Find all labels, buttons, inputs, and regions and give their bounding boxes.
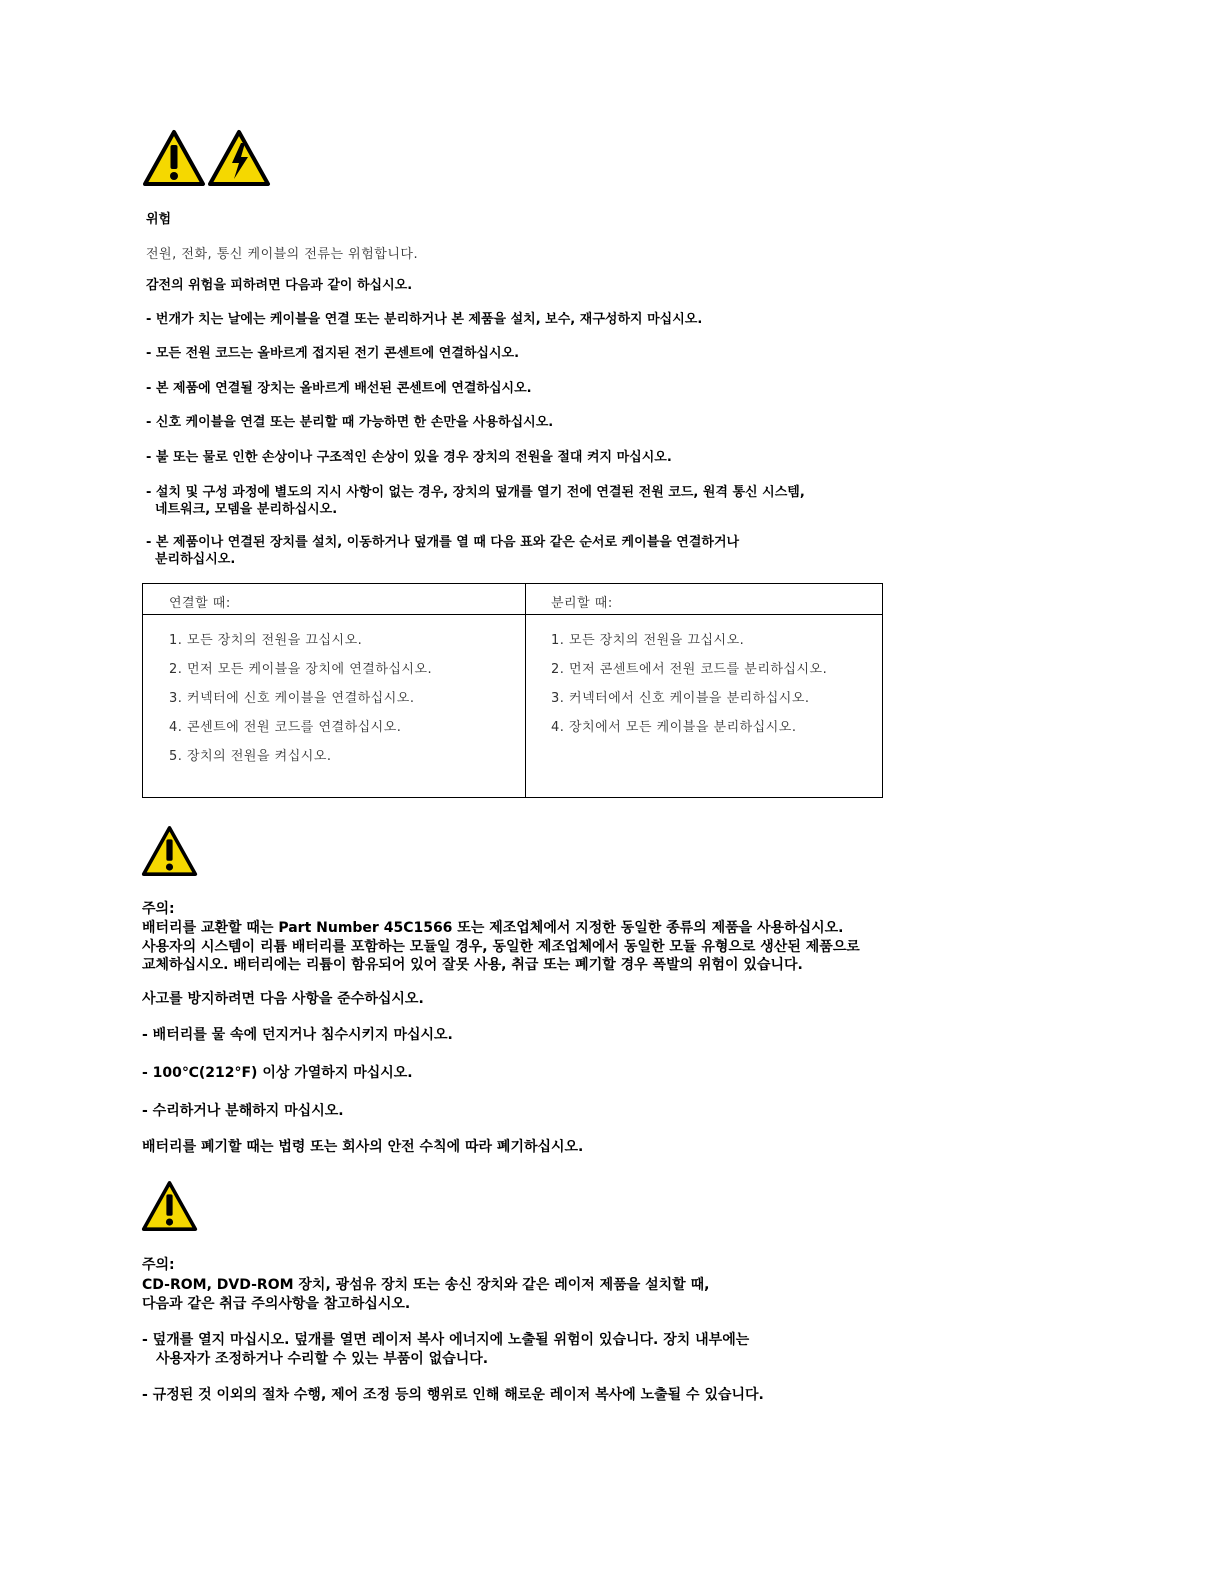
disconnect-steps-list [551,632,827,748]
laser-item-2: - 규정된 것 이외의 절차 수행, 제어 조정 등의 행위로 인해 해로운 레이저 복사에 노출될 수 있습니다. [142,1387,764,1403]
battery-item-3: - 수리하거나 분해하지 마십시오. [142,1103,344,1119]
danger-intro: 전원, 전화, 통신 케이블의 전류는 위험합니다. [146,247,419,262]
list-item: 2. 먼저 콘센트에서 전원 코드를 분리하십시오. [551,662,828,677]
battery-caution-heading: 주의: [142,901,175,917]
list-item: 5. 장치의 전원을 켜십시오. [169,749,332,764]
danger-item-7-line2: 분리하십시오. [155,552,236,567]
battery-lead: 사고를 방지하려면 다음 사항을 준수하십시오. [142,991,424,1007]
laser-item-1-line1: - 덮개를 열지 마십시오. 덮개를 열면 레이저 복사 에너지에 노출될 위험이 있습니다. 장치 내부에는 [142,1332,750,1348]
danger-item-4: - 신호 케이블을 연결 또는 분리할 때 가능하면 한 손만을 사용하십시오. [146,415,554,430]
danger-item-2: - 모든 전원 코드는 올바르게 접지된 전기 콘센트에 연결하십시오. [146,346,520,361]
danger-heading: 위험 [146,212,172,227]
laser-caution-line-1: CD-ROM, DVD-ROM 장치, 광섬유 장치 또는 송신 장치와 같은 레이저 제품을 설치할 때, [142,1277,710,1293]
danger-item-7-line1: - 본 제품이나 연결된 장치를 설치, 이동하거나 덮개를 열 때 다음 표와 같은 순서로 케이블을 연결하거나 [146,535,740,550]
list-item: 4. 콘센트에 전원 코드를 연결하십시오. [169,720,402,735]
battery-caution-line-1: 배터리를 교환할 때는 Part Number 45C1566 또는 제조업체에서 지정한 동일한 종류의 제품을 사용하십시오. [142,920,844,936]
warning-triangle-icon [142,129,206,187]
danger-item-3: - 본 제품에 연결될 장치는 올바르게 배선된 콘센트에 연결하십시오. [146,381,532,396]
warning-triangle-icon [141,1180,198,1232]
high-voltage-icon [207,129,271,187]
danger-item-6-line1: - 설치 및 구성 과정에 별도의 지시 사항이 없는 경우, 장치의 덮개를 열기 전에 연결된 전원 코드, 원격 통신 시스템, [146,485,805,500]
table-header-divider [143,614,882,615]
battery-caution-line-2: 사용자의 시스템이 리튬 배터리를 포함하는 모듈일 경우, 동일한 제조업체에서 동일한 모듈 유형으로 생산된 제품으로 [142,939,860,955]
danger-lead: 감전의 위험을 피하려면 다음과 같이 하십시오. [146,278,413,293]
laser-caution-heading: 주의: [142,1257,175,1273]
battery-closing: 배터리를 폐기할 때는 법령 또는 회사의 안전 수칙에 따라 폐기하십시오. [142,1139,584,1155]
battery-item-1: - 배터리를 물 속에 던지거나 침수시키지 마십시오. [142,1027,453,1043]
warning-triangle-icon [141,825,198,877]
list-item: 2. 먼저 모든 케이블을 장치에 연결하십시오. [169,662,433,677]
list-item: 1. 모든 장치의 전원을 끄십시오. [169,633,363,648]
connect-header: 연결할 때: [169,596,231,611]
connect-steps-list [169,632,432,777]
list-item: 3. 커넥터에 신호 케이블을 연결하십시오. [169,691,415,706]
danger-item-1: - 번개가 치는 날에는 케이블을 연결 또는 분리하거나 본 제품을 설치, 보수, 재구성하지 마십시오. [146,312,703,327]
list-item: 1. 모든 장치의 전원을 끄십시오. [551,633,745,648]
table-column-divider [525,584,526,797]
list-item: 3. 커넥터에서 신호 케이블을 분리하십시오. [551,691,810,706]
laser-caution-line-2: 다음과 같은 취급 주의사항을 참고하십시오. [142,1296,411,1312]
disconnect-header: 분리할 때: [551,596,613,611]
battery-caution-line-3: 교체하십시오. 배터리에는 리튬이 함유되어 있어 잘못 사용, 취급 또는 폐기할 경우 폭발의 위험이 있습니다. [142,957,803,973]
danger-item-6-line2: 네트워크, 모뎀을 분리하십시오. [155,502,338,517]
battery-item-2: - 100℃(212°F) 이상 가열하지 마십시오. [142,1065,413,1081]
cable-order-table [142,583,883,798]
danger-item-5: - 불 또는 물로 인한 손상이나 구조적인 손상이 있을 경우 장치의 전원을 절대 켜지 마십시오. [146,450,672,465]
laser-item-1-line2: 사용자가 조정하거나 수리할 수 있는 부품이 없습니다. [156,1351,489,1367]
list-item: 4. 장치에서 모든 케이블을 분리하십시오. [551,720,797,735]
